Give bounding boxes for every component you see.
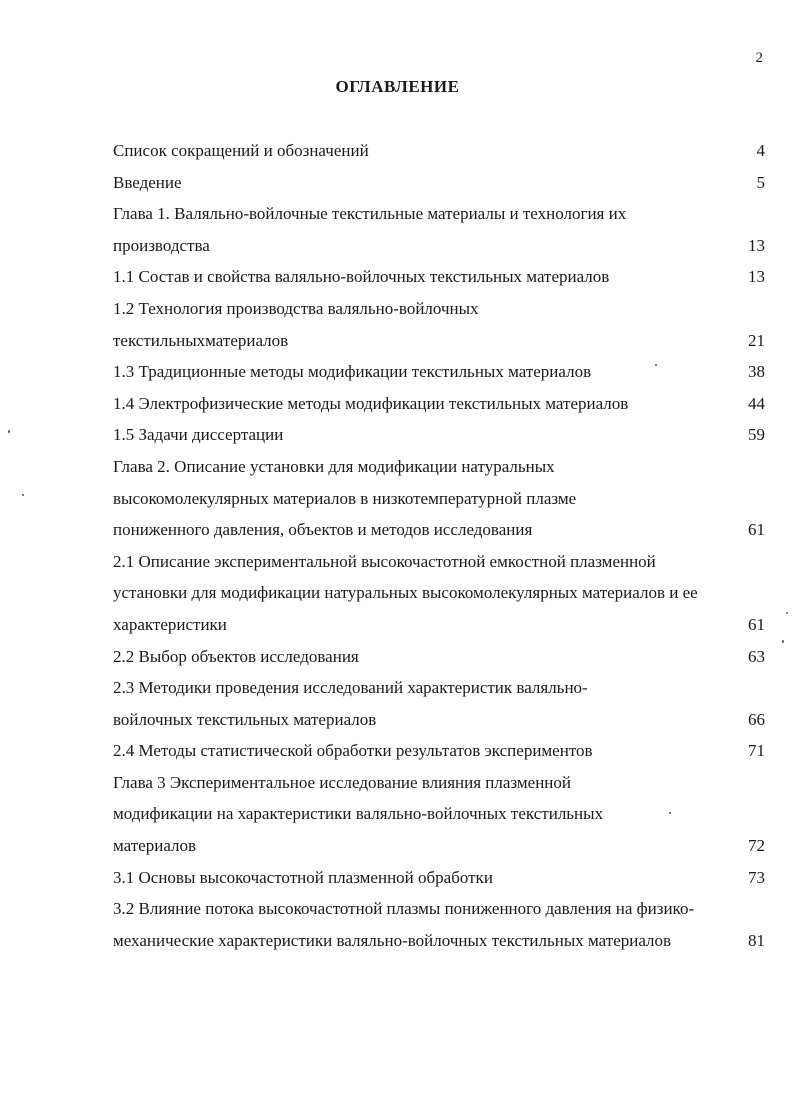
toc-entry-text: 1.1 Состав и свойства валяльно-войлочных текстильных материалов — [113, 267, 610, 287]
toc-entry-page: 61 — [748, 520, 765, 540]
toc-entry-page: 71 — [748, 741, 765, 761]
table-of-contents — [113, 135, 765, 956]
scan-speck — [22, 494, 24, 496]
toc-entry — [113, 767, 765, 862]
toc-entry-text: 3.2 Влияние потока высокочастотной плазмы пониженного давления на физико-механические характеристики валяльно-войлочных текстильных материалов — [113, 899, 695, 950]
toc-entry-text: 1.5 Задачи диссертации — [113, 425, 284, 445]
toc-entry-page: 81 — [748, 930, 765, 950]
toc-entry-text: 2.1 Описание экспериментальной высокочастотной емкостной плазменной установки для модификации натуральных высокомолекулярных материалов и ее характеристики — [113, 551, 698, 634]
scan-speck — [8, 430, 10, 433]
toc-entry — [113, 388, 765, 420]
toc-entry — [113, 546, 765, 641]
toc-entry-text: 2.2 Выбор объектов исследования — [113, 646, 359, 666]
toc-entry-page: 61 — [748, 614, 765, 634]
toc-entry-text: 1.3 Традиционные методы модификации текстильных материалов — [113, 362, 592, 382]
toc-entry-page: 4 — [756, 141, 765, 160]
toc-entry — [113, 356, 765, 388]
scan-speck — [782, 640, 784, 643]
toc-entry — [113, 167, 765, 199]
toc-entry-text: Глава 1. Валяльно-войлочные текстильные материалы и технология их производства — [113, 204, 627, 255]
toc-entry-page: 59 — [748, 425, 765, 445]
toc-entry-page: 66 — [748, 709, 765, 729]
toc-entry-page: 73 — [748, 867, 765, 887]
toc-entry-text: Список сокращений и обозначений — [113, 141, 369, 160]
toc-entry — [113, 198, 765, 261]
toc-entry-text: 2.3 Методики проведения исследований характеристик валяльно-войлочных текстильных материалов — [113, 678, 588, 729]
scan-speck — [655, 364, 657, 366]
toc-entry — [113, 419, 765, 451]
page-title: ОГЛАВЛЕНИЕ — [335, 77, 460, 96]
toc-entry-page: 63 — [748, 646, 765, 666]
toc-entry — [113, 451, 765, 546]
toc-entry — [113, 261, 765, 293]
toc-entry-text: Введение — [113, 172, 182, 192]
toc-entry-page: 13 — [748, 267, 765, 287]
toc-entry-page: 38 — [748, 362, 765, 382]
toc-entry — [113, 735, 765, 767]
toc-entry-page: 44 — [748, 393, 765, 413]
scan-speck — [786, 612, 788, 614]
toc-entry — [113, 862, 765, 894]
toc-entry-text: 1.4 Электрофизические методы модификации текстильных материалов — [113, 393, 629, 413]
toc-entry-page: 13 — [748, 235, 765, 255]
toc-entry — [113, 641, 765, 673]
toc-entry-text: Глава 3 Экспериментальное исследование влияния плазменной модификации на характеристики валяльно-войлочных текстильных материалов — [113, 772, 604, 856]
toc-entry — [113, 293, 765, 356]
toc-entry — [113, 135, 765, 167]
toc-entry-text: 3.1 Основы высокочастотной плазменной обработки — [113, 867, 493, 887]
toc-entry-text: 1.2 Технология производства валяльно-войлочных текстильныхматериалов — [113, 298, 479, 350]
toc-entry — [113, 672, 765, 735]
scan-speck — [669, 812, 671, 814]
toc-entry-page: 21 — [748, 330, 765, 350]
toc-entry-page: 5 — [756, 172, 765, 192]
toc-entry-page: 72 — [748, 836, 765, 856]
toc-entry — [113, 893, 765, 956]
toc-entry-text: 2.4 Методы статистической обработки результатов экспериментов — [113, 741, 593, 761]
page-number: 2 — [755, 50, 763, 66]
toc-entry-text: Глава 2. Описание установки для модификации натуральных высокомолекулярных материалов в низкотемпературной плазме пониженного давления, объектов и методов исследования — [113, 456, 577, 540]
